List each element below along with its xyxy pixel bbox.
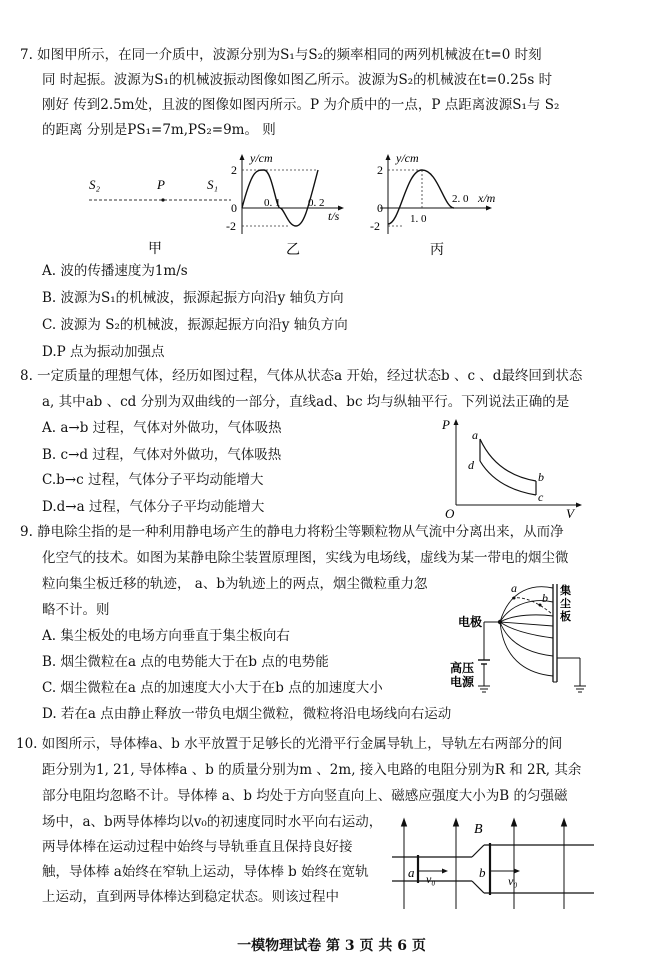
label-s2: S₂	[89, 177, 101, 192]
q10-line-2: 距分别为1, 21, 导体棒a 、b 的质量分别为m 、2m, 接入电路的电阻分别为R 和 2R, 其余	[42, 762, 582, 778]
q7-line-3: 刚好 传到2.5m处，且波的图像如图丙所示。P 为介质中的一点，P 点距离波源S₁与 S₂	[42, 97, 560, 113]
q10-line-1: 10. 如图所示，导体棒a、b 水平放置于足够长的光滑平行金属导轨上，导轨左右两部分的间	[16, 736, 563, 752]
q9-option-d: D. 若在a 点由静止释放一带负电烟尘微粒，微粒将沿电场线向右运动	[42, 706, 452, 722]
q7-figure-bing	[362, 150, 502, 260]
q9-line-1: 9. 静电除尘指的是一种利用静电场产生的静电力将粉尘等颗粒物从气流中分离出来，从而净	[20, 524, 564, 540]
q9-label-plate-3: 板	[560, 611, 571, 623]
q9-label-electrode: 电极	[458, 615, 483, 629]
q8-label-o: O	[445, 506, 455, 521]
q10-label-v0b: v₀	[508, 874, 518, 888]
bing-ylabel: y/cm	[396, 151, 419, 165]
q8-option-b: B. c→d 过程，气体对外做功，气体吸热	[42, 447, 282, 463]
q10-line-3: 部分电阻均忽略不计。导体棒 a、b 均处于方向竖直向上、磁感应强度大小为B 的匀强磁	[42, 788, 568, 804]
q9-label-b: b	[542, 591, 548, 605]
q7-figure-jia	[85, 165, 235, 260]
q9-label-plate-2: 尘	[560, 598, 571, 610]
q8-label-a: a	[472, 428, 478, 442]
bing-x1: 1. 0	[410, 213, 427, 225]
page-footer: 一模物理试卷 第 3 页 共 6 页	[237, 938, 426, 954]
q7-line-1: 7. 如图甲所示，在同一介质中，波源分别为S₁与S₂的频率相同的两列机械波在t=0 时刻	[20, 47, 542, 63]
q9-line-3: 粒向集尘板迁移的轨迹， a、b为轨迹上的两点，烟尘微粒重力忽	[42, 576, 428, 592]
yi-xlabel: t/s	[328, 209, 340, 223]
q8-label-b: b	[538, 470, 544, 484]
q9-line-2: 化空气的技术。如图为某静电除尘装置原理图，实线为电场线，虚线为某一带电的烟尘微	[42, 550, 569, 566]
q8-line-2: a, 其中ab 、cd 分别为双曲线的一部分，直线ad、bc 均与纵轴平行。下列说法正确的是	[42, 394, 570, 410]
bing-xlabel: x/m	[478, 191, 496, 205]
caption-jia: 甲	[148, 242, 162, 257]
bing-ym2: -2	[370, 219, 380, 233]
q10-line-7: 上运动，直到两导体棒达到稳定状态。则该过程中	[42, 889, 339, 905]
q9-option-b: B. 烟尘微粒在a 点的电势能大于在b 点的电势能	[42, 654, 329, 670]
caption-bing: 丙	[430, 243, 444, 258]
q10-line-5: 两导体棒在运动过程中始终与导轨垂直且保持良好接	[42, 839, 353, 855]
q7-line-2: 同 时起振。波源为S₁的机械波振动图像如图乙所示。波源为S₂的机械波在t=0.25s 时	[42, 72, 553, 88]
q8-label-c: c	[538, 490, 544, 504]
bing-y2: 2	[377, 163, 383, 177]
q9-label-a: a	[511, 581, 517, 595]
q8-pv-diagram	[440, 415, 585, 520]
q9-line-4: 略不计。则	[42, 602, 110, 618]
yi-ym2: -2	[226, 219, 236, 233]
q7-option-c: C. 波源为 S₂的机械波，振源起振方向沿y 轴负方向	[42, 317, 348, 333]
bing-y0: 0	[377, 201, 383, 215]
q7-line-4: 的距离 分别是PS₁=7m,PS₂=9m。 则	[42, 122, 276, 138]
q7-option-d: D.P 点为振动加强点	[42, 344, 165, 360]
q10-label-b: b	[479, 865, 486, 880]
q10-label-B: B	[474, 822, 483, 837]
q8-line-1: 8. 一定质量的理想气体，经历如图过程，气体从状态a 开始，经过状态b 、c 、d最终回到状态	[20, 368, 583, 384]
q9-option-c: C. 烟尘微粒在a 点的加速度大小大于在b 点的加速度大小	[42, 680, 383, 696]
q9-label-hv-2: 电源	[450, 675, 475, 689]
q9-option-a: A. 集尘板处的电场方向垂直于集尘板向右	[42, 628, 290, 644]
q8-option-d: D.d→a 过程，气体分子平均动能增大	[42, 499, 265, 515]
yi-x2: 0. 2	[308, 197, 325, 209]
q9-label-plate-1: 集	[560, 585, 571, 597]
q8-label-v: V	[566, 506, 574, 521]
q7-option-a: A. 波的传播速度为1m/s	[42, 263, 188, 279]
bing-x2: 2. 0	[452, 193, 469, 205]
q9-label-hv-1: 高压	[450, 661, 475, 675]
q8-option-c: C.b→c 过程，气体分子平均动能增大	[42, 472, 264, 488]
q7-option-b: B. 波源为S₁的机械波，振源起振方向沿y 轴负方向	[42, 290, 344, 306]
q8-option-a: A. a→b 过程，气体对外做功，气体吸热	[42, 420, 282, 436]
label-s1: S₁	[207, 177, 219, 192]
q10-rail-diagram	[388, 815, 598, 913]
yi-y0: 0	[231, 201, 237, 215]
q8-label-p: P	[442, 417, 450, 432]
q10-line-6: 触，导体棒 a始终在窄轨上运动，导体棒 b 始终在宽轨	[42, 864, 369, 880]
q10-label-a: a	[408, 865, 415, 880]
caption-yi: 乙	[286, 243, 300, 258]
q8-label-d: d	[468, 458, 474, 472]
q10-line-4: 场中，a、b两导体棒均以v₀的初速度同时水平向右运动，	[42, 814, 383, 830]
yi-ylabel: y/cm	[250, 151, 273, 165]
q9-precipitator-diagram	[440, 578, 605, 700]
q7-figure-yi	[228, 150, 348, 260]
yi-y2: 2	[231, 163, 237, 177]
q10-label-v0a: v₀	[426, 872, 436, 886]
label-p: P	[157, 177, 165, 192]
yi-x1: 0. 1	[264, 197, 281, 209]
